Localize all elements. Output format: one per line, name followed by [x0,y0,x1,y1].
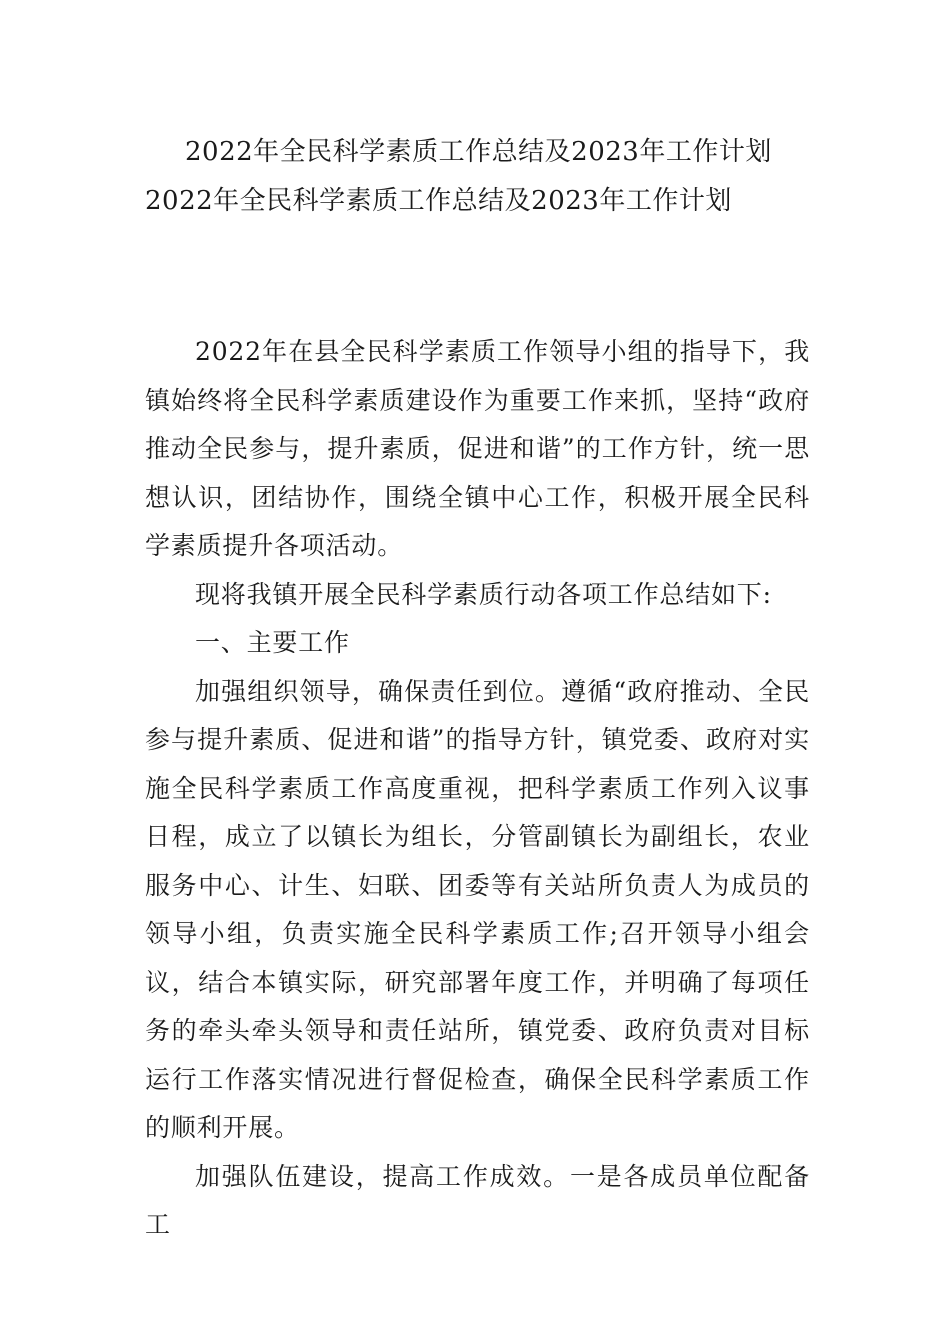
title-line-1: 2022年全民科学素质工作总结及2023年工作计划 [185,137,772,167]
paragraph-organization: 加强组织领导，确保责任到位。遵循“政府推动、全民参与提升素质、促进和谐”的指导方针，镇党委、政府对实施全民科学素质工作高度重视，把科学素质工作列入议事日程，成立了以镇长为组长，分管副镇长为副组长，农业服务中心、计生、妇联、团委等有关站所负责人为成员的领导小组，负责实施全民科学素质工作;召开领导小组会议，结合本镇实际，研究部署年度工作，并明确了每项任务的牵头牵头领导和责任站所，镇党委、政府负责对目标运行工作落实情况进行督促检查，确保全民科学素质工作的顺利开展。 [145,676,810,1142]
paragraph-intro: 2022年在县全民科学素质工作领导小组的指导下，我镇始终将全民科学素质建设作为重要工作来抓，坚持“政府推动全民参与，提升素质，促进和谐”的工作方针，统一思想认识，团结协作，围绕全镇中心工作，积极开展全民科学素质提升各项活动。 [145,337,810,560]
paragraph-summary-lead: 现将我镇开展全民科学素质行动各项工作总结如下: [195,579,772,609]
section-heading-main-work: 一、主要工作 [195,628,350,657]
paragraph-team-building: 加强队伍建设，提高工作成效。一是各成员单位配备工 [145,1161,810,1239]
title-line-2: 2022年全民科学素质工作总结及2023年工作计划 [145,186,732,216]
document-body [145,328,810,1250]
document-title [145,128,815,226]
